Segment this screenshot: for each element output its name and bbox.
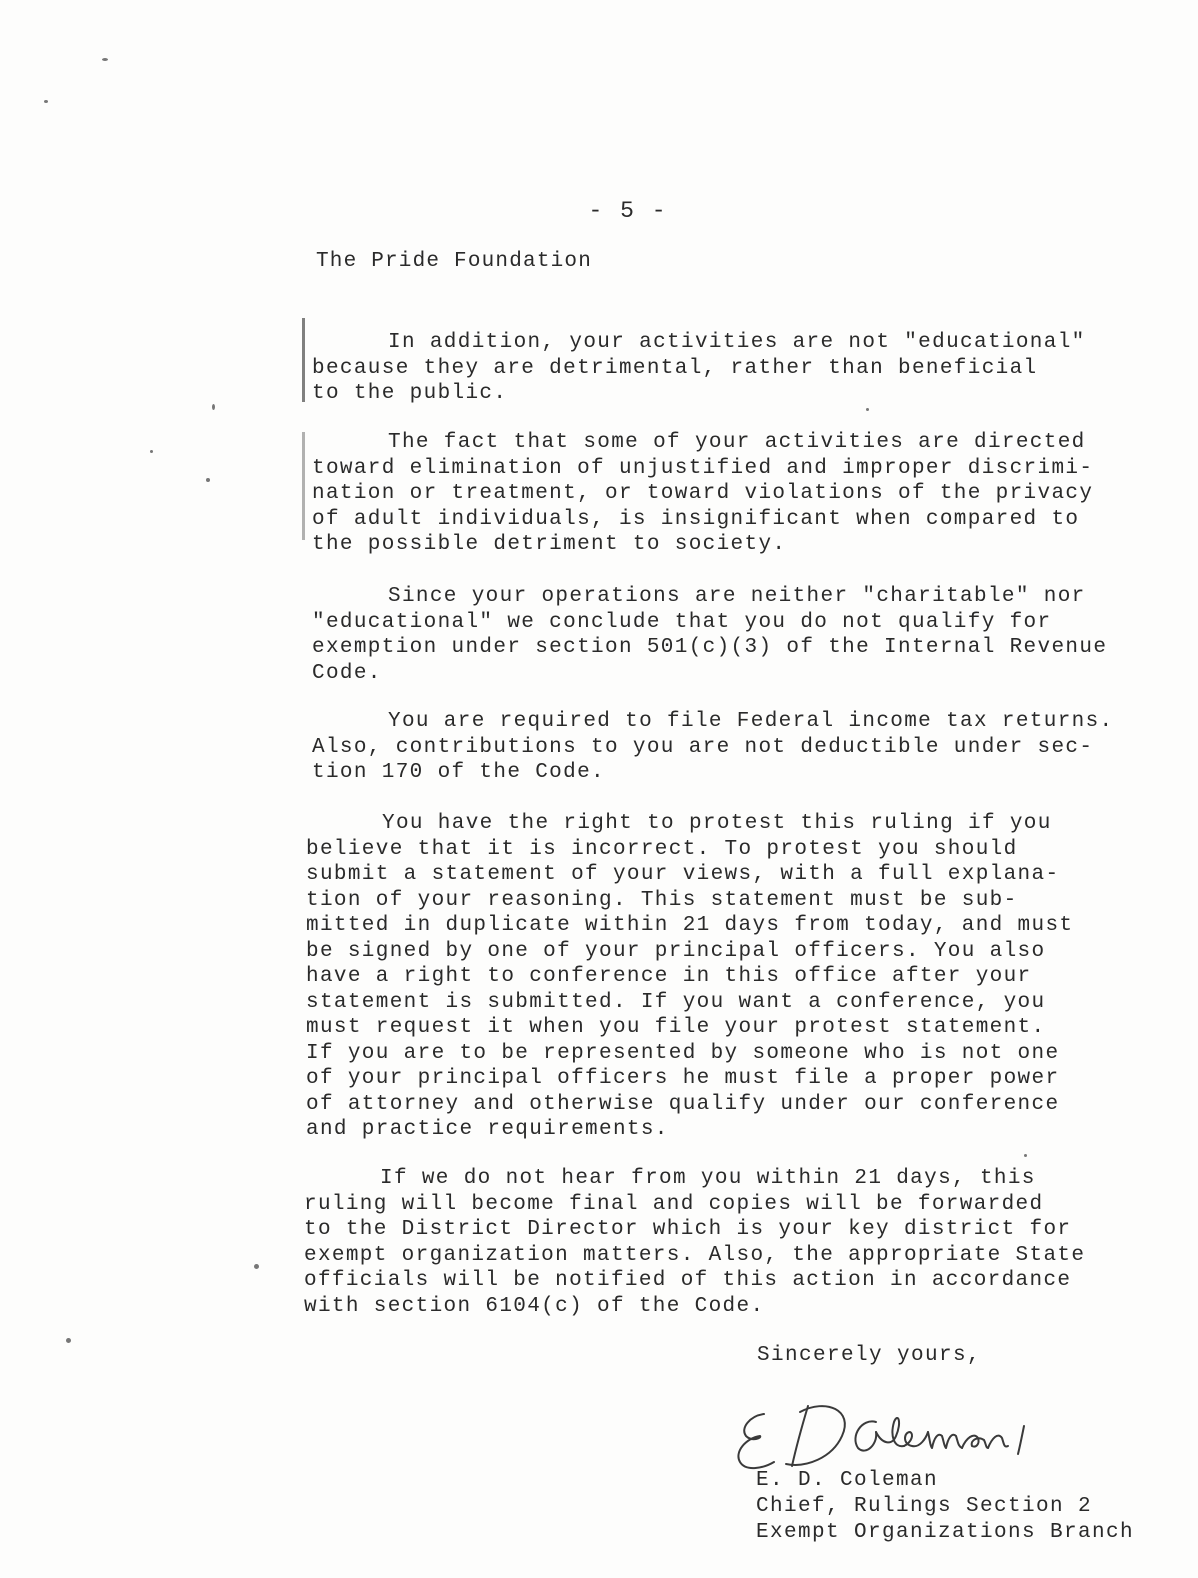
- page-number: - 5 -: [588, 198, 668, 224]
- scan-speck: [150, 450, 153, 453]
- signer-branch: Exempt Organizations Branch: [756, 1521, 1135, 1544]
- scan-speck: [102, 58, 108, 61]
- closing-salutation: Sincerely yours,: [757, 1344, 982, 1367]
- scan-speck: [212, 404, 215, 410]
- paragraph-protest-rights: You have the right to protest this ruling if you believe that it is incorrect. To protest you should submit a statement of your views, with a full explana- tion of your reasoning. This statement must be sub- mitted in duplicate within 21 days from today, and must be signed by one of your principal officers. You also have a right to conference in this office after your statement is submitted. If you want a conference, you must request it when you file your protest statement. If you are to be represented by someone who is not one of your principal officers he must file a proper power of attorney and otherwise qualify under our conference and practice requirements.: [306, 812, 1074, 1141]
- scan-speck: [866, 408, 869, 411]
- signer-name: E. D. Coleman: [756, 1469, 939, 1492]
- paragraph-educational: In addition, your activities are not "educational" because they are detrimental, rather than beneficial to the public.: [312, 331, 1086, 405]
- paragraph-discrimination: The fact that some of your activities are directed toward elimination of unjustified and improper discrimi- nation or treatment, or toward violations of the privacy of adult individuals, is insignificant when compared to the possible detriment to society.: [312, 431, 1094, 556]
- paragraph-conclusion: Since your operations are neither "charitable" nor "educational" we conclude that you do not qualify for exemption under section 501(c)(3) of the Internal Revenue Code.: [312, 585, 1108, 685]
- recipient-line: The Pride Foundation: [316, 250, 593, 273]
- signer-title: Chief, Rulings Section 2: [756, 1495, 1093, 1518]
- margin-mark: [302, 432, 305, 540]
- paragraph-final-ruling: If we do not hear from you within 21 days, this ruling will become final and copies will be forwarded to the District Director which is your key district for exempt organization matters. Also, the appropriate State officials will be notified of this action in accordance with section 6104(c) of the Code.: [304, 1167, 1086, 1318]
- scan-speck: [66, 1338, 71, 1343]
- scan-speck: [254, 1264, 259, 1269]
- scan-speck: [206, 478, 210, 482]
- paragraph-tax-returns: You are required to file Federal income tax returns. Also, contributions to you are not deductible under sec- tion 170 of the Code.: [312, 710, 1114, 784]
- scan-speck: [1024, 1154, 1027, 1157]
- scan-speck: [44, 100, 48, 103]
- margin-mark: [302, 318, 305, 402]
- signer-block: [756, 1468, 1134, 1546]
